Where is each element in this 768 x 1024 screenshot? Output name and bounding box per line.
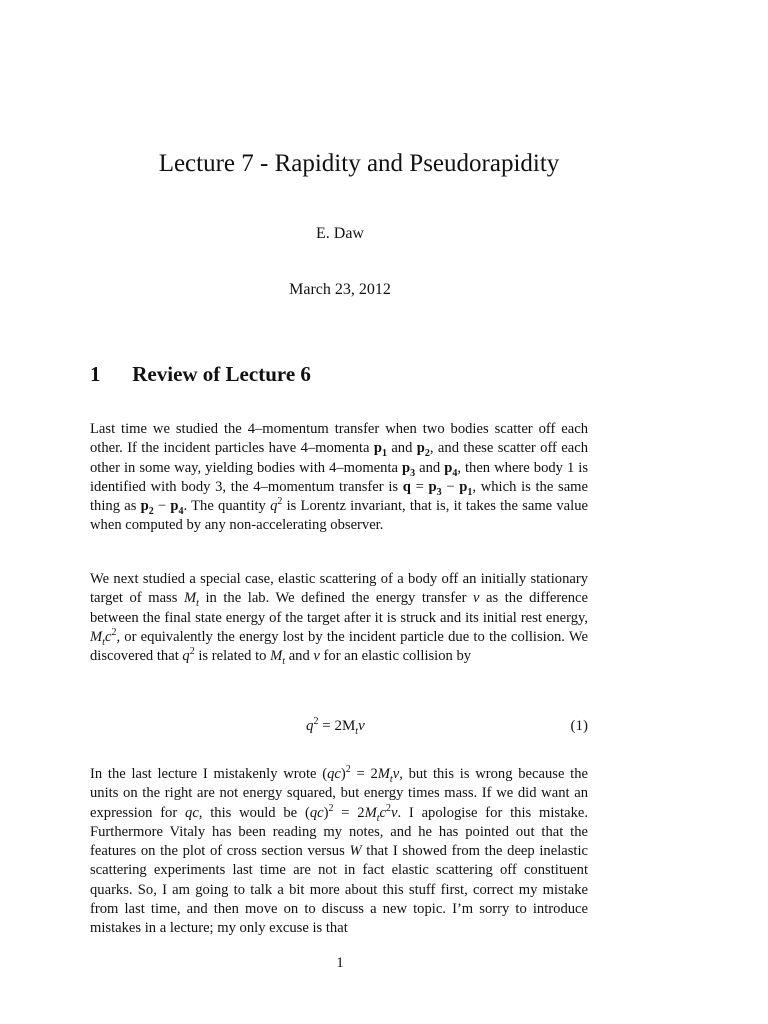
document-date: March 23, 2012 [289, 281, 391, 298]
paragraph-elastic-scattering: We next studied a special case, elastic scattering of a body off an initially stationary target of mass $M_t$ in the lab. We defined the energy transfer ν as the difference between the final state energy of the target after it is struck and its initial rest energy, $M_tc^2$, or equivalently the energy lost by the incident particle due to the collision. We discovered that $q^2$ is related to $M_t$ and ν for an elastic collision by [90, 571, 588, 668]
section-number: 1 [90, 362, 101, 386]
section-title: Review of Lecture 6 [132, 362, 311, 386]
section-heading [90, 362, 311, 387]
page-number: 1 [336, 955, 344, 971]
paragraph-review-momentum-transfer: Last time we studied the 4–momentum transfer when two bodies scatter off each other. If the incident particles have 4–momenta $p_1$ and $p_2$, and these scatter off each other in some way, yielding bodies with 4–momenta $p_3$ and $p_4$, then where body 1 is identified with body 3, the 4–momentum transfer is $q = p_3 - p_1$, which is the same thing as $p_2 - p_4$. The quantity $q^2$ is Lorentz invariant, that is, it takes the same value when computed by any non-accelerating observer. [90, 421, 589, 534]
equation-number: (1) [570, 718, 588, 734]
document-title: Lecture 7 - Rapidity and Pseudorapidity [158, 150, 560, 177]
equation-body: $q^2 = 2M_t\nu$ [306, 716, 365, 737]
paragraph-correction: In the last lecture I mistakenly wrote $(qc)^2 = 2M_t\nu$, but this is wrong because the units on the right are not energy squared, but energy times mass. If we did want an expression for qc, this would be $(qc)^2 = 2M_tc^2\nu$. I apologise for this mistake. Furthermore Vitaly has been reading my notes, and he has pointed out that the features on the plot of cross section versus W that I showed from the deep inelastic scattering experiments last time are not in fact elastic scattering off constituent quarks. So, I am going to talk a bit more about this stuff first, correct my mistake from last time, and then move on to discuss a new topic. I’m sorry to introduce mistakes in a lecture; my only excuse is that [90, 764, 589, 937]
document-author: E. Daw [316, 225, 364, 242]
